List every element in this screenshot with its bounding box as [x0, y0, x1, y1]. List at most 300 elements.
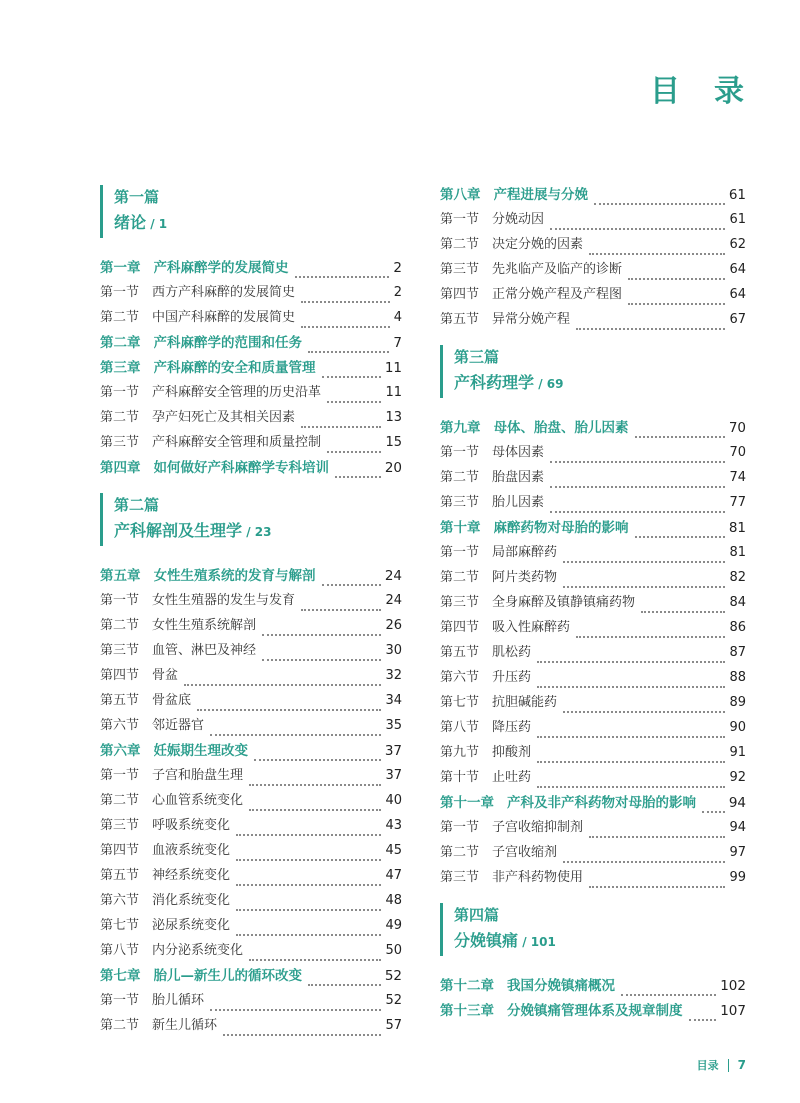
toc-chapter-entry	[100, 356, 402, 381]
dot-leader	[301, 426, 381, 428]
entry-page-number: 94	[728, 795, 746, 811]
dot-leader	[322, 376, 381, 378]
entry-page-number: 2	[393, 285, 402, 300]
dot-leader	[210, 734, 381, 736]
entry-page-number: 82	[729, 570, 746, 585]
part-title	[114, 209, 402, 238]
entry-page-number: 24	[384, 568, 402, 584]
toc-section-entry	[100, 889, 402, 914]
entry-page-number: 20	[384, 460, 402, 476]
toc-section-entry	[100, 989, 402, 1014]
dot-leader	[589, 886, 725, 888]
entry-page-number: 81	[729, 545, 746, 560]
entry-title: 产科麻醉安全管理的历史沿革	[152, 385, 322, 400]
entry-title: 泌尿系统变化	[152, 918, 231, 933]
entry-label: 第九节	[440, 745, 480, 760]
entry-title: 产科麻醉的安全和质量管理	[153, 360, 316, 376]
entry-label: 第六章	[100, 743, 141, 759]
entry-page-number: 97	[729, 845, 746, 860]
toc-section-entry	[100, 839, 402, 864]
dot-leader	[589, 836, 725, 838]
entry-label: 第三节	[440, 595, 480, 610]
toc-section-entry	[440, 308, 746, 333]
part-number: 第一篇	[114, 188, 160, 206]
entry-title: 心血管系统变化	[152, 793, 244, 808]
entry-page-number: 89	[729, 695, 746, 710]
dot-leader	[210, 1009, 381, 1011]
dot-leader	[223, 1034, 381, 1036]
entry-page-number: 52	[384, 968, 402, 984]
toc-section-entry	[100, 914, 402, 939]
entry-title: 产程进展与分娩	[493, 187, 588, 203]
dot-leader	[594, 203, 725, 205]
dot-leader	[589, 253, 725, 255]
entry-label: 第一节	[440, 545, 480, 560]
page-title: 目 录	[650, 74, 746, 109]
toc-section-entry	[100, 814, 402, 839]
entry-page-number: 26	[385, 618, 402, 633]
entry-title: 抗胆碱能药	[492, 695, 558, 710]
toc-section-entry	[440, 641, 746, 666]
entry-label: 第二节	[100, 1018, 140, 1033]
entry-page-number: 52	[385, 993, 402, 1008]
entry-page-number: 2	[393, 260, 402, 276]
dot-leader	[563, 711, 725, 713]
entry-label: 第四节	[100, 843, 140, 858]
entry-label: 第十一章	[440, 795, 494, 811]
entry-title: 女性生殖系统解剖	[152, 618, 257, 633]
dot-leader	[308, 984, 381, 986]
dot-leader	[262, 634, 381, 636]
entry-label: 第九章	[440, 420, 481, 436]
entry-title: 降压药	[492, 720, 532, 735]
toc-section-entry	[440, 466, 746, 491]
entry-label: 第十章	[440, 520, 481, 536]
entry-page-number: 99	[729, 870, 746, 885]
toc-section-entry	[100, 614, 402, 639]
dot-leader	[254, 759, 381, 761]
entry-title: 升压药	[492, 670, 532, 685]
entry-title: 神经系统变化	[152, 868, 231, 883]
entry-label: 第一节	[100, 993, 140, 1008]
toc-section-entry	[100, 639, 402, 664]
dot-leader	[262, 659, 381, 661]
entry-title: 止吐药	[492, 770, 532, 785]
toc-section-entry	[100, 939, 402, 964]
entry-page-number: 91	[729, 745, 746, 760]
entry-title: 消化系统变化	[152, 893, 231, 908]
entry-page-number: 77	[729, 495, 746, 510]
entry-label: 第八节	[100, 943, 140, 958]
entry-page-number: 30	[385, 643, 402, 658]
entry-title: 吸入性麻醉药	[492, 620, 571, 635]
toc-chapter-entry	[440, 516, 746, 541]
entry-page-number: 61	[729, 212, 746, 227]
entry-page-number: 67	[729, 312, 746, 327]
toc-section-entry	[100, 281, 402, 306]
entry-page-number: 32	[385, 668, 402, 683]
entry-title: 邻近器官	[152, 718, 205, 733]
entry-label: 第三章	[100, 360, 141, 376]
toc-section-entry	[100, 689, 402, 714]
entry-label: 第七节	[440, 695, 480, 710]
entry-title: 子宫收缩剂	[492, 845, 558, 860]
entry-page-number: 81	[728, 520, 746, 536]
toc-chapter-entry	[100, 256, 402, 281]
toc-section-entry	[440, 816, 746, 841]
toc-section-entry	[100, 789, 402, 814]
entry-title: 抑酸剂	[492, 745, 532, 760]
dot-leader	[550, 461, 725, 463]
toc-chapter-entry	[440, 791, 746, 816]
entry-title: 骨盆	[152, 668, 179, 683]
entry-page-number: 37	[385, 768, 402, 783]
entry-page-number: 102	[720, 978, 746, 994]
entry-title: 新生儿循环	[152, 1018, 218, 1033]
entry-title: 分娩动因	[492, 212, 545, 227]
entry-label: 第二节	[440, 237, 480, 252]
entry-title: 非产科药物使用	[492, 870, 584, 885]
toc-section-entry	[440, 616, 746, 641]
toc-chapter-entry	[100, 739, 402, 764]
dot-leader	[563, 586, 725, 588]
entry-title: 产科麻醉学的范围和任务	[153, 335, 302, 351]
dot-leader	[301, 301, 390, 303]
entry-label: 第五章	[100, 568, 141, 584]
toc-section-entry	[440, 691, 746, 716]
toc-section-entry	[100, 864, 402, 889]
toc-section-entry	[440, 866, 746, 891]
entry-title: 产科麻醉安全管理和质量控制	[152, 435, 322, 450]
entry-page-number: 64	[729, 262, 746, 277]
footer-page-number: 7	[737, 1058, 746, 1072]
dot-leader	[641, 611, 725, 613]
toc-chapter-entry	[440, 974, 746, 999]
entry-title: 中国产科麻醉的发展简史	[152, 310, 296, 325]
toc-section-entry	[440, 441, 746, 466]
part-heading	[440, 903, 746, 956]
entry-label: 第三节	[440, 870, 480, 885]
dot-leader	[550, 511, 725, 513]
dot-leader	[249, 809, 381, 811]
entry-title: 呼吸系统变化	[152, 818, 231, 833]
entry-page-number: 11	[384, 360, 402, 376]
part-title	[114, 517, 402, 546]
toc-chapter-entry	[440, 416, 746, 441]
entry-label: 第四节	[440, 287, 480, 302]
dot-leader	[537, 661, 725, 663]
entry-label: 第五节	[100, 868, 140, 883]
entry-label: 第二章	[100, 335, 141, 351]
entry-label: 第二节	[440, 570, 480, 585]
dot-leader	[184, 684, 381, 686]
entry-label: 第二节	[440, 845, 480, 860]
dot-leader	[689, 1019, 717, 1021]
dot-leader	[621, 994, 716, 996]
dot-leader	[236, 884, 381, 886]
dot-leader	[301, 326, 390, 328]
dot-leader	[335, 476, 381, 478]
part-title	[454, 369, 746, 398]
entry-label: 第十节	[440, 770, 480, 785]
entry-title: 异常分娩产程	[492, 312, 571, 327]
dot-leader	[236, 834, 381, 836]
part-page-number: / 1	[146, 217, 168, 231]
toc-chapter-entry	[100, 564, 402, 589]
entry-title: 我国分娩镇痛概况	[507, 978, 615, 994]
entry-label: 第一节	[100, 385, 140, 400]
entry-page-number: 24	[385, 593, 402, 608]
entry-page-number: 50	[385, 943, 402, 958]
entry-title: 胎儿—新生儿的循环改变	[153, 968, 302, 984]
entry-page-number: 49	[385, 918, 402, 933]
entry-label: 第六节	[440, 670, 480, 685]
dot-leader	[576, 636, 725, 638]
dot-leader	[537, 686, 725, 688]
entry-label: 第二节	[100, 618, 140, 633]
entry-label: 第八节	[440, 720, 480, 735]
entry-title: 骨盆底	[152, 693, 192, 708]
dot-leader	[563, 861, 725, 863]
entry-title: 子宫和胎盘生理	[152, 768, 244, 783]
part-page-number: / 23	[242, 525, 272, 539]
dot-leader	[295, 276, 390, 278]
toc-chapter-entry	[440, 999, 746, 1024]
entry-label: 第七节	[100, 918, 140, 933]
toc-section-entry	[440, 208, 746, 233]
entry-title: 胎儿循环	[152, 993, 205, 1008]
entry-page-number: 40	[385, 793, 402, 808]
entry-label: 第一节	[440, 212, 480, 227]
toc-section-entry	[100, 431, 402, 456]
dot-leader	[628, 278, 725, 280]
entry-title: 麻醉药物对母胎的影响	[493, 520, 629, 536]
entry-label: 第四章	[100, 460, 141, 476]
entry-title: 如何做好产科麻醉学专科培训	[153, 460, 329, 476]
entry-label: 第十二章	[440, 978, 494, 994]
toc-section-entry	[440, 491, 746, 516]
toc-chapter-entry	[100, 456, 402, 481]
entry-page-number: 15	[385, 435, 402, 450]
entry-label: 第十三章	[440, 1003, 494, 1019]
entry-label: 第一节	[100, 285, 140, 300]
part-number: 第二篇	[114, 496, 160, 514]
toc-section-entry	[440, 666, 746, 691]
toc-section-entry	[100, 381, 402, 406]
dot-leader	[628, 303, 725, 305]
entry-label: 第二节	[440, 470, 480, 485]
entry-page-number: 34	[385, 693, 402, 708]
entry-page-number: 11	[385, 385, 402, 400]
entry-page-number: 74	[729, 470, 746, 485]
entry-page-number: 7	[393, 335, 402, 351]
dot-leader	[537, 761, 725, 763]
dot-leader	[308, 351, 389, 353]
entry-label: 第七章	[100, 968, 141, 984]
entry-page-number: 90	[729, 720, 746, 735]
footer-divider	[728, 1059, 729, 1072]
entry-title: 女性生殖器的发生与发育	[152, 593, 296, 608]
entry-page-number: 92	[729, 770, 746, 785]
part-heading	[100, 185, 402, 238]
toc-section-entry	[440, 566, 746, 591]
dot-leader	[197, 709, 381, 711]
entry-label: 第一节	[440, 445, 480, 460]
entry-title: 西方产科麻醉的发展简史	[152, 285, 296, 300]
dot-leader	[635, 536, 725, 538]
entry-page-number: 47	[385, 868, 402, 883]
entry-title: 女性生殖系统的发育与解剖	[153, 568, 316, 584]
footer-section-label: 目录	[696, 1059, 719, 1072]
dot-leader	[702, 811, 725, 813]
entry-page-number: 62	[729, 237, 746, 252]
entry-label: 第二节	[100, 410, 140, 425]
part-page-number: / 101	[518, 935, 556, 949]
entry-title: 血液系统变化	[152, 843, 231, 858]
part-name: 产科药理学	[454, 373, 535, 392]
toc-section-entry	[100, 406, 402, 431]
entry-label: 第一节	[100, 768, 140, 783]
entry-title: 局部麻醉药	[492, 545, 558, 560]
entry-label: 第一节	[440, 820, 480, 835]
toc-section-entry	[100, 306, 402, 331]
entry-label: 第三节	[100, 643, 140, 658]
entry-page-number: 48	[385, 893, 402, 908]
entry-page-number: 86	[729, 620, 746, 635]
page-footer	[697, 1057, 746, 1073]
part-name: 产科解剖及生理学	[114, 521, 243, 540]
toc-column-left	[100, 183, 402, 1039]
toc-section-entry	[440, 591, 746, 616]
entry-label: 第三节	[440, 262, 480, 277]
toc-section-entry	[100, 764, 402, 789]
dot-leader	[537, 786, 725, 788]
entry-label: 第三节	[100, 435, 140, 450]
entry-title: 决定分娩的因素	[492, 237, 584, 252]
entry-title: 母体因素	[492, 445, 545, 460]
toc-section-entry	[440, 283, 746, 308]
toc-chapter-entry	[440, 183, 746, 208]
dot-leader	[327, 401, 381, 403]
entry-label: 第二节	[100, 793, 140, 808]
entry-title: 内分泌系统变化	[152, 943, 244, 958]
dot-leader	[635, 436, 725, 438]
part-heading	[440, 345, 746, 398]
entry-label: 第三节	[100, 818, 140, 833]
toc-section-entry	[440, 716, 746, 741]
entry-label: 第八章	[440, 187, 481, 203]
part-name: 绪论	[114, 213, 147, 232]
toc-section-entry	[100, 1014, 402, 1039]
entry-label: 第一章	[100, 260, 141, 276]
entry-title: 肌松药	[492, 645, 532, 660]
dot-leader	[236, 934, 381, 936]
entry-label: 第二节	[100, 310, 140, 325]
entry-label: 第四节	[440, 620, 480, 635]
entry-label: 第一节	[100, 593, 140, 608]
entry-page-number: 61	[728, 187, 746, 203]
part-number: 第四篇	[454, 906, 500, 924]
entry-title: 孕产妇死亡及其相关因素	[152, 410, 296, 425]
entry-label: 第六节	[100, 893, 140, 908]
part-page-number: / 69	[534, 377, 564, 391]
entry-page-number: 88	[729, 670, 746, 685]
entry-title: 分娩镇痛管理体系及规章制度	[507, 1003, 683, 1019]
toc-section-entry	[440, 741, 746, 766]
entry-page-number: 94	[729, 820, 746, 835]
toc-section-entry	[440, 233, 746, 258]
entry-page-number: 43	[385, 818, 402, 833]
entry-page-number: 35	[385, 718, 402, 733]
toc-section-entry	[440, 258, 746, 283]
entry-title: 阿片类药物	[492, 570, 558, 585]
entry-page-number: 70	[728, 420, 746, 436]
part-number: 第三篇	[454, 348, 500, 366]
toc-column-right	[440, 183, 746, 1024]
dot-leader	[249, 959, 381, 961]
entry-page-number: 87	[729, 645, 746, 660]
dot-leader	[550, 228, 725, 230]
toc-section-entry	[100, 589, 402, 614]
toc-chapter-entry	[100, 331, 402, 356]
dot-leader	[576, 328, 725, 330]
entry-title: 胎盘因素	[492, 470, 545, 485]
entry-page-number: 45	[385, 843, 402, 858]
toc-chapter-entry	[100, 964, 402, 989]
dot-leader	[327, 451, 381, 453]
entry-title: 全身麻醉及镇静镇痛药物	[492, 595, 636, 610]
entry-title: 血管、淋巴及神经	[152, 643, 257, 658]
toc-section-entry	[100, 664, 402, 689]
part-title	[454, 927, 746, 956]
entry-title: 胎儿因素	[492, 495, 545, 510]
entry-title: 妊娠期生理改变	[153, 743, 248, 759]
entry-title: 母体、胎盘、胎儿因素	[493, 420, 629, 436]
toc-section-entry	[440, 541, 746, 566]
dot-leader	[322, 584, 381, 586]
entry-title: 子宫收缩抑制剂	[492, 820, 584, 835]
dot-leader	[249, 784, 381, 786]
entry-page-number: 4	[393, 310, 402, 325]
dot-leader	[563, 561, 725, 563]
entry-page-number: 64	[729, 287, 746, 302]
entry-title: 产科及非产科药物对母胎的影响	[507, 795, 696, 811]
entry-page-number: 84	[729, 595, 746, 610]
part-name: 分娩镇痛	[454, 931, 519, 950]
dot-leader	[550, 486, 725, 488]
entry-page-number: 107	[720, 1003, 746, 1019]
entry-label: 第五节	[440, 645, 480, 660]
entry-page-number: 70	[729, 445, 746, 460]
dot-leader	[236, 859, 381, 861]
entry-label: 第三节	[440, 495, 480, 510]
toc-section-entry	[440, 766, 746, 791]
entry-title: 正常分娩产程及产程图	[492, 287, 623, 302]
entry-title: 先兆临产及临产的诊断	[492, 262, 623, 277]
entry-label: 第四节	[100, 668, 140, 683]
part-heading	[100, 493, 402, 546]
toc-section-entry	[100, 714, 402, 739]
entry-page-number: 13	[385, 410, 402, 425]
dot-leader	[301, 609, 381, 611]
entry-label: 第五节	[100, 693, 140, 708]
dot-leader	[236, 909, 381, 911]
entry-page-number: 37	[384, 743, 402, 759]
toc-section-entry	[440, 841, 746, 866]
entry-label: 第六节	[100, 718, 140, 733]
dot-leader	[537, 736, 725, 738]
entry-label: 第五节	[440, 312, 480, 327]
